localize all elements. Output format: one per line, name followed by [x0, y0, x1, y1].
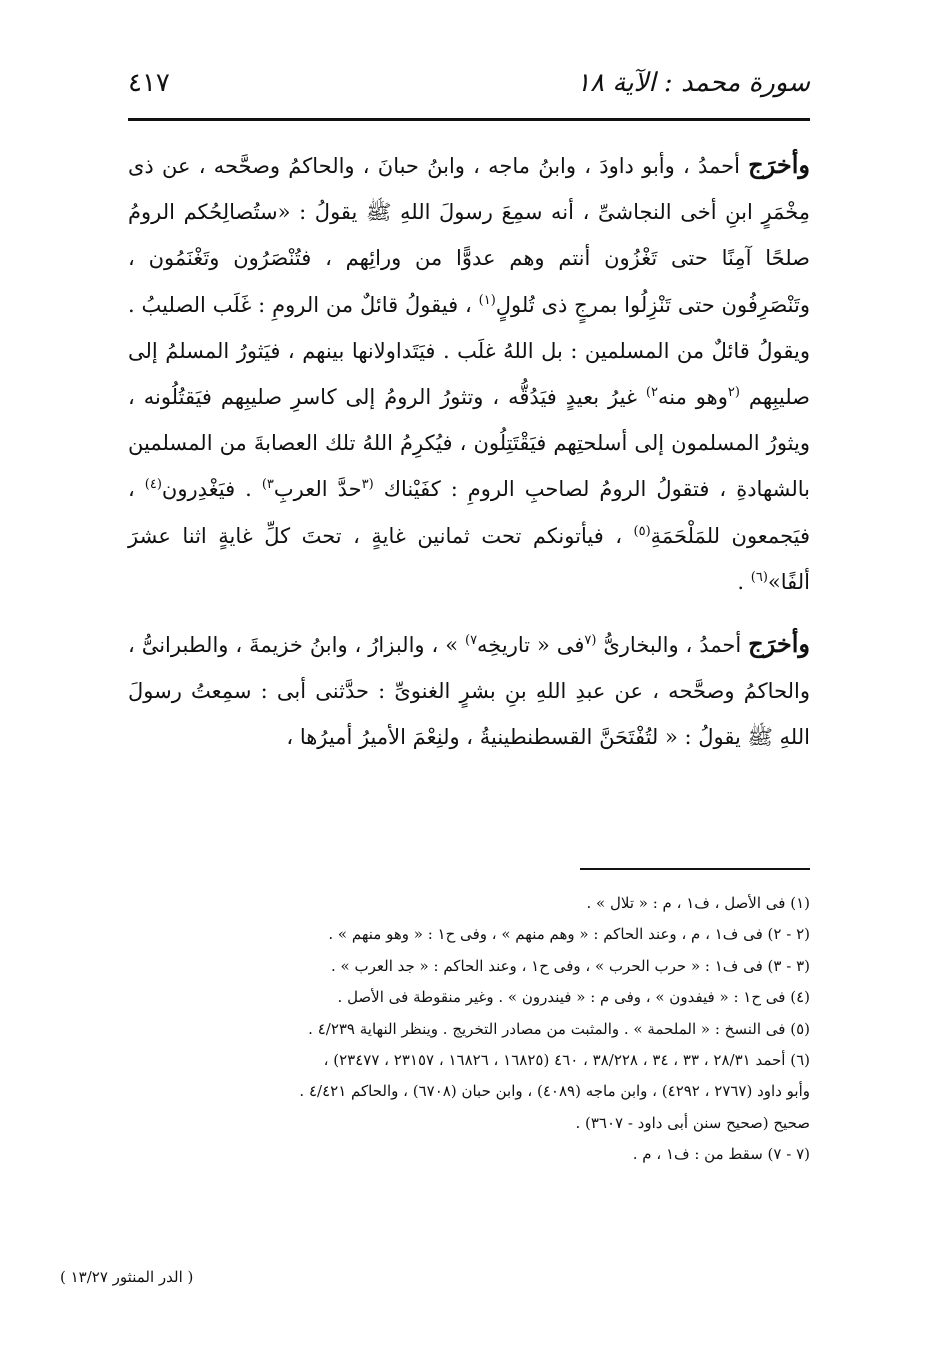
volume-reference: ( الدر المنثور ١٣/٢٧ ) — [60, 1268, 194, 1286]
footnote: (٦) أحمد ٢٨/٣١ ، ٣٣ ، ٣٤ ، ٣٨/٢٢٨ ، ٤٦٠ (١٦٨٢٥ ، ١٦٨٢٦ ، ٢٣١٥٧ ، ٢٣٤٧٧) ، — [323, 1051, 810, 1070]
page-header — [128, 62, 810, 112]
footnote-marker-4: (٤) — [144, 477, 162, 493]
header-rule — [128, 118, 810, 121]
footnotes — [128, 888, 810, 1171]
footnote-marker-2-open: (٢ — [727, 385, 740, 401]
paragraph-2-text: أحمدُ ، والبخارىُّ — [596, 633, 749, 658]
paragraph-1-text: ، فيأتونكم تحت ثمانين غايةٍ ، تحتَ كلِّ غايةٍ اثنا عشرَ ألفًا» — [128, 523, 810, 594]
footnote: وأبو داود (٢٧٦٧ ، ٤٢٩٢) ، وابن ماجه (٤٠٨٩) ، وابن حبان (٦٧٠٨) ، والحاكم ٤/٤٢١ . — [299, 1082, 810, 1101]
paragraph-1-text: ، فيَجمعون للمَلْحَمَةِ — [128, 477, 810, 548]
paragraph-1-text: غيرُ بعيدٍ فيَدُقُّه ، وتثورُ الرومُ إلى كاسرِ صليبِهم فيَقتُلُونه ، ويثورُ المسلمون إلى أسلحتِهم فيَقْتَتِلُون ، فيُكرِمُ اللهُ تلك العصابةَ من المسلمين بالشهادةِ ، فتقولُ الرومُ لصاحبِ الرومِ : كفَيْناك — [128, 385, 811, 502]
paragraph-1-text: أحمدُ ، وأبو داودَ ، وابنُ ماجه ، وابنُ حبانَ ، والحاكمُ وصحَّحه ، عن ذى مِخْمَرٍ ابنِ أخى النجاشىِّ ، أنه سمِعَ رسولَ اللهِ ﷺ يقولُ : «ستُصالِحُكم الرومُ صلحًا آمِنًا حتى تَغْزُون أنتم وهم عدوًّا من ورائِهم ، فتُنْصَرُون وتَغْنَمُون ، وتَنْصَرِفُون حتى تَنْزِلُوا بمرجٍ ذى تُلولٍ — [128, 154, 810, 317]
paragraph-2-lead: وأخرَج — [748, 629, 810, 659]
paragraph-1-text: وهو منه — [657, 385, 728, 410]
paragraph-1-text: حدَّ العربِ — [273, 477, 362, 502]
footnote-marker-6: (٦) — [750, 569, 768, 585]
footnote: صحيح (صحيح سنن أبى داود - ٣٦٠٧) . — [575, 1113, 810, 1132]
footnote-marker-3-close: ٣) — [261, 477, 274, 493]
main-text — [128, 142, 810, 761]
paragraph-1-text: . — [737, 569, 751, 594]
paragraph-2-text: » ، والبزارُ ، وابنُ خزيمةَ ، والطبرانىُّ ، والحاكمُ وصحَّحه ، عن عبدِ اللهِ بنِ بشرٍ الغنوىِّ : حدَّثنى أبى : سمِعتُ رسولَ اللهِ ﷺ يقولُ : « لتُفْتَحَنَّ القسطنطينيةُ ، ولنِعْمَ الأميرُ أميرُها ، — [128, 633, 811, 750]
footnote-marker-7-open: (٧ — [584, 633, 597, 649]
page-number: ٤١٧ — [128, 68, 170, 98]
footnote: (٤) فى ح١ : « فيفدون » ، وفى م : « فيندرون » . وغير منقوطة فى الأصل . — [337, 988, 810, 1007]
paragraph-1-text: . فيَغْدِرون — [161, 477, 262, 502]
footnote: (٢ - ٢) فى ف١ ، م ، وعند الحاكم : « وهم منهم » ، وفى ح١ : « وهو منهم » . — [328, 925, 810, 944]
paragraph-2 — [128, 621, 810, 761]
footnote-marker-3-open: (٣ — [361, 477, 374, 493]
footnote-rule — [580, 868, 810, 870]
footnote: (٧ - ٧) سقط من : ف١ ، م . — [632, 1145, 810, 1164]
footnote-marker-5: (٥) — [633, 523, 651, 539]
running-title: سورة محمد : الآية ١٨ — [576, 68, 810, 98]
footnote: (٣ - ٣) فى ف١ : « حرب الحرب » ، وفى ح١ ، وعند الحاكم : « جد العرب » . — [331, 956, 810, 975]
paragraph-1-lead: وأخرَج — [748, 150, 810, 179]
footnote-marker-7-close: ٧) — [464, 633, 478, 649]
paragraph-1 — [128, 142, 810, 605]
footnote: (١) فى الأصل ، ف١ ، م : « تلال » . — [586, 894, 810, 912]
paragraph-2-text: فى « تاريخِه — [477, 633, 585, 658]
paragraph-1-text: ، فيقولُ قائلٌ من الرومِ : غَلَب الصليبُ . ويقولُ قائلٌ من المسلمين : بل اللهُ غلَب . فيَتَداولانها بينهم ، فيَثورُ المسلمُ إلى صليبِهم — [128, 292, 810, 410]
footnote: (٥) فى النسخ : « الملحمة » . والمثبت من مصادر التخريج . وينظر النهاية ٤/٢٣٩ . — [308, 1019, 810, 1038]
footnote-marker-1: (١) — [478, 292, 496, 308]
footnote-marker-2-close: ٢) — [645, 385, 658, 401]
